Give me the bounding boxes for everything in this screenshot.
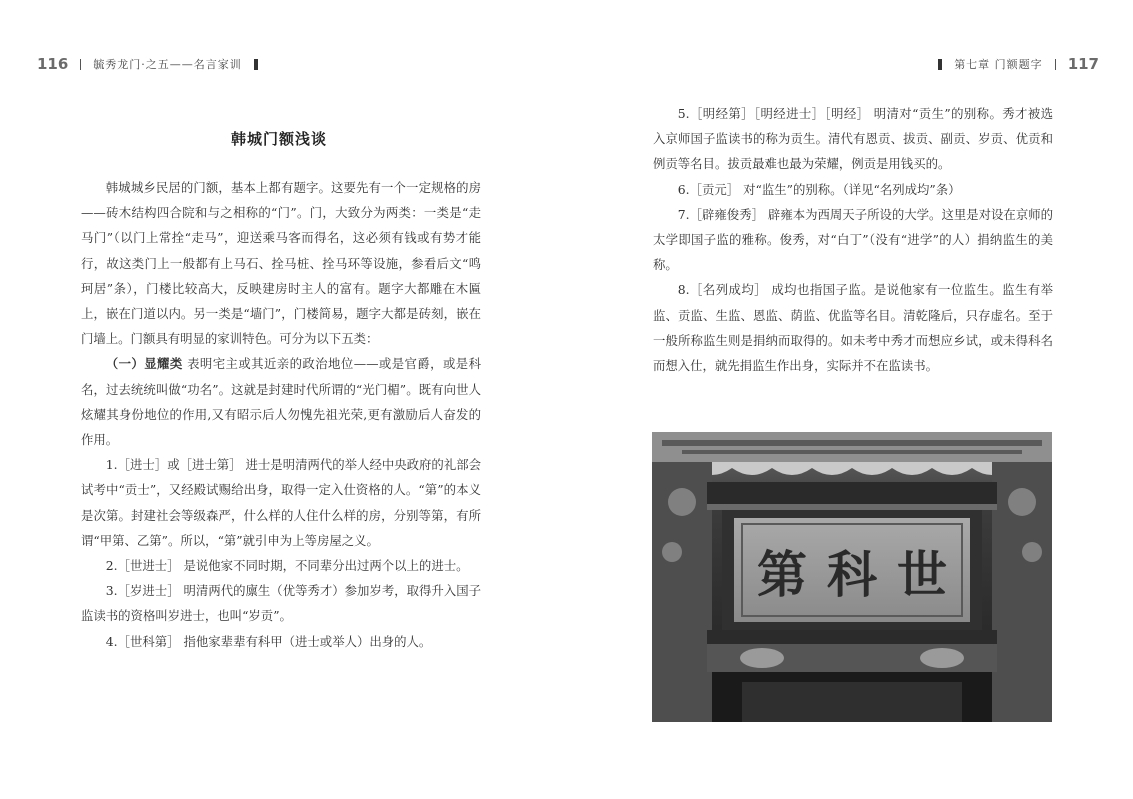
right-page-number: 117 bbox=[1067, 55, 1099, 73]
list-item: 4.［世科第］ 指他家辈辈有科甲（进士或举人）出身的人。 bbox=[105, 633, 432, 649]
list-item: 8.［名列成均］ 成均也指国子监。是说他家有一位监生。监生有举监、贡监、生监、恩监、荫监、优监等名目。清乾隆后，只存虚名。至于一般所称监生则是捐纳而取得的。如未考中秀才而想应乡试，或未得科名而想入仕，就先捐监生作出身，实际并不在监读书。 bbox=[653, 282, 1053, 374]
list-item: 2.［世进士］ 是说他家不同时期，不同辈分出过两个以上的进士。 bbox=[105, 558, 469, 574]
right-running-header bbox=[938, 55, 1099, 73]
intro-paragraph: 韩城城乡民居的门额，基本上都有题字。这要先有一个一定规格的房——砖木结构四合院和与之相称的“门”。门，大致分为两类：一类是“走马门”（以门上常拴“走马”，迎送乘马客而得名，这必须有钱或有势才能行，故这类门上一般都有上马石、拴马桩、拴马环等设施，参看后文“鸣珂居”条），门楼比较高大，反映建房时主人的富有。题字大都雕在木匾上，嵌在门道以内。另一类是“墙门”，门楼简易，题字大都是砖刻，嵌在门墙上。门额具有明显的家训特色。可分为以下五类： bbox=[81, 180, 481, 347]
header-marker bbox=[254, 59, 258, 70]
plaque-char-1: 第 bbox=[757, 545, 807, 604]
plaque-illustration bbox=[652, 432, 1052, 722]
right-text-column bbox=[653, 101, 1053, 378]
left-page-number: 116 bbox=[37, 55, 69, 73]
header-divider bbox=[80, 59, 81, 70]
plaque-char-2: 科 bbox=[827, 545, 877, 604]
list-item: 3.［岁进士］ 明清两代的廪生（优等秀才）参加岁考，取得升入国子监读书的资格叫岁进士，也叫“岁贡”。 bbox=[81, 583, 481, 624]
left-page bbox=[0, 0, 566, 799]
list-item: 5.［明经第］［明经进士］［明经］ 明清对“贡生”的别称。秀才被选入京师国子监读书的称为贡生。清代有恩贡、拔贡、副贡、岁贡、优贡和例贡等名目。拔贡最难也最为荣耀，例贡是用钱买的。 bbox=[653, 106, 1053, 172]
article-title: 韩城门额浅谈 bbox=[231, 130, 328, 148]
plaque-char-3: 世 bbox=[897, 545, 947, 604]
door-plaque-photo bbox=[652, 432, 1052, 722]
right-header-title: 第七章 门额题字 bbox=[954, 58, 1043, 71]
left-header-title: 毓秀龙门·之五——名言家训 bbox=[93, 58, 242, 71]
list-item: 6.［贡元］ 对“监生”的别称。（详见“名列成均”条） bbox=[677, 181, 961, 197]
header-divider bbox=[1055, 59, 1056, 70]
list-item: 7.［辟雍俊秀］ 辟雍本为西周天子所设的大学。这里是对设在京师的太学即国子监的雅称。俊秀，对“白丁”（没有“进学”的人）捐纳监生的美称。 bbox=[653, 206, 1053, 273]
left-text-column bbox=[81, 175, 481, 654]
header-marker bbox=[938, 59, 942, 70]
list-item: 1.［进士］或［进士第］ 进士是明清两代的举人经中央政府的礼部会试考中“贡士”，又经殿试赐给出身，取得一定入仕资格的人。“第”的本义是次第。封建社会等级森严，什么样的人住什么样的房，分别等第，有所谓“甲第、乙第”。所以，“第”就引申为上等房屋之义。 bbox=[81, 457, 481, 548]
left-running-header bbox=[37, 55, 258, 73]
section-text: 表明宅主或其近亲的政治地位——或是官爵，或是科名，过去统统叫做“功名”。这就是封建时代所谓的“光门楣”。既有向世人炫耀其身份地位的作用,又有昭示后人勿愧先祖光荣,更有激励后人奋发的作用。 bbox=[81, 356, 482, 448]
section-paragraph bbox=[81, 351, 481, 452]
section-label: （一）显耀类 bbox=[105, 356, 183, 372]
